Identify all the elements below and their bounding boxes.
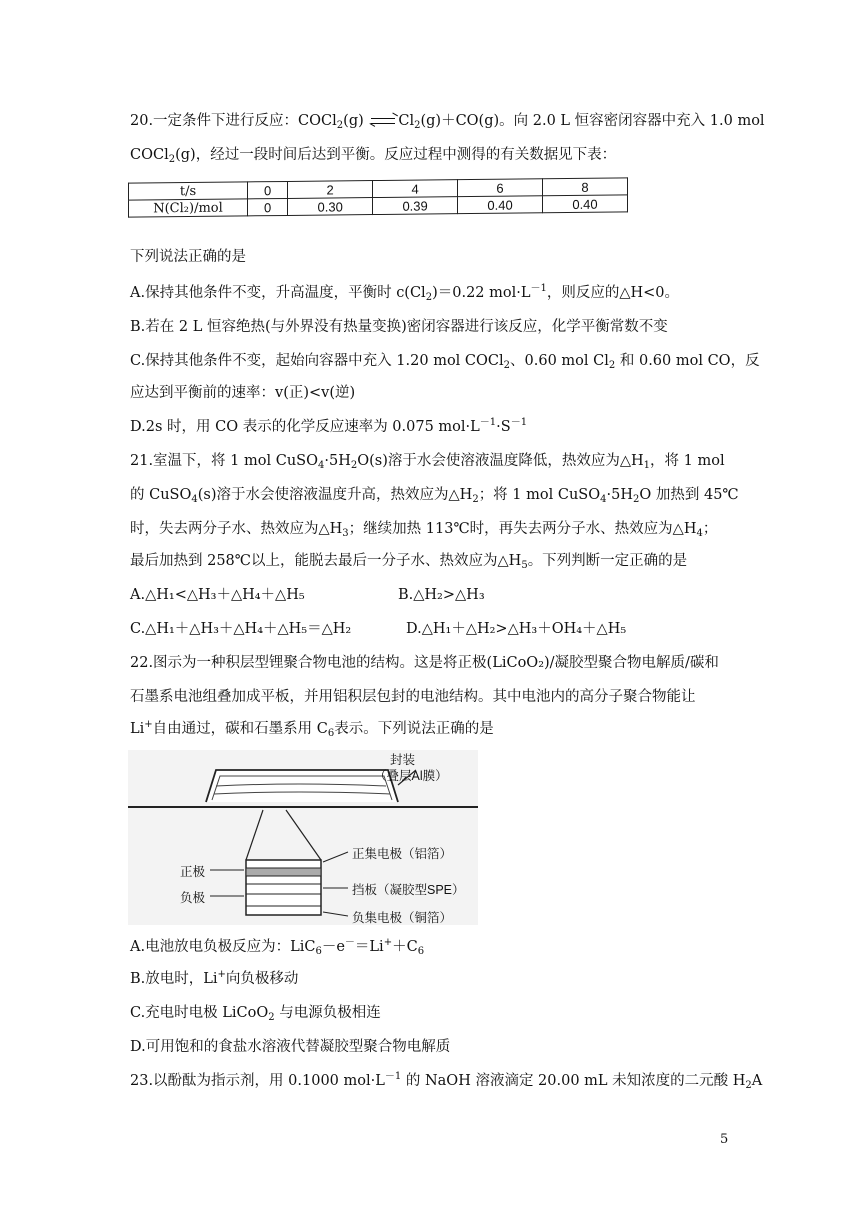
equilibrium-arrow-icon bbox=[370, 115, 396, 127]
label-positive-current-collector: 正集电极（铝箔） bbox=[352, 847, 453, 861]
q21-option-c: C.△H₁＋△H₃＋△H₄＋△H₅＝△H₂ bbox=[130, 621, 352, 637]
q20-option-c: C.保持其他条件不变，起始向容器中充入 1.20 mol COCl$_2$、0.60 mol $Cl_2$ 和 0.60 mol CO，反 bbox=[130, 353, 760, 371]
table-cell: 0 bbox=[248, 181, 288, 198]
q21-option-d: D.△H₁＋△H₂>△H₃＋OH₄＋△H₅ bbox=[406, 621, 627, 637]
table-cell: 6 bbox=[458, 179, 543, 197]
table-cell: 0.40 bbox=[458, 196, 543, 214]
table-cell: 0 bbox=[248, 198, 288, 215]
q20-option-d: D.2s 时，用 CO 表示的化学反应速率为 0.075 $mol\cdot L^{-1}\cdot S^{-1}$ bbox=[130, 417, 528, 435]
label-separator: 挡板（凝胶型SPE） bbox=[352, 883, 465, 897]
q22-option-d: D.可用饱和的食盐水溶液代替凝胶型聚合物电解质 bbox=[130, 1039, 451, 1055]
label-negative-current-collector: 负集电极（铜箔） bbox=[352, 911, 453, 925]
q21-line3: 时，失去两分子水、热效应为$\triangle H_3$；继续加热 113℃时，再失去两分子水、热效应为$\triangle H_4$； bbox=[130, 521, 718, 539]
q21-option-b: B.△H₂>△H₃ bbox=[398, 587, 485, 603]
q20-data-table bbox=[128, 177, 628, 232]
table-cell: 0.40 bbox=[543, 195, 628, 213]
q21-line4: 最后加热到 258℃以上，能脱去最后一分子水、热效应为$\triangle H_5$。下列判断一定正确的是 bbox=[130, 553, 688, 571]
table-cell: 0.39 bbox=[373, 197, 458, 215]
page-number: 5 bbox=[720, 1132, 729, 1147]
table-cell: 4 bbox=[373, 180, 458, 198]
q22-line1: 22.图示为一种积层型锂聚合物电池的结构。这是将正极(LiCoO₂)/凝胶型聚合物电解质/碳和 bbox=[130, 655, 719, 671]
table-cell: N(Cl₂)/mol bbox=[129, 199, 248, 217]
label-seal-al-film: （叠层Al膜） bbox=[374, 769, 448, 783]
q20-line1: 20.一定条件下进行反应：COCl$_2$(g) $Cl_2(g)+CO(g)$。向 2.0 L 恒容密闭容器中充入 1.0 mol bbox=[130, 113, 765, 131]
q21-line2: 的 CuSO$_4$(s)溶于水会使溶液温度升高，热效应为$\triangle H_2$；将 1 mol $CuSO_4\cdot 5H_2O$ 加热到 45℃ bbox=[130, 487, 739, 505]
q22-line2: 石墨系电池组叠加成平板，并用铝积层包封的电池结构。其中电池内的高分子聚合物能让 bbox=[130, 689, 696, 705]
table-cell: 0.30 bbox=[288, 198, 373, 216]
q21-option-a: A.△H₁<△H₃＋△H₄＋△H₅ bbox=[130, 587, 305, 603]
q20-option-b: B.若在 2 L 恒容绝热(与外界没有热量变换)密闭容器进行该反应，化学平衡常数不变 bbox=[130, 319, 668, 335]
q20-prompt: 下列说法正确的是 bbox=[130, 249, 246, 265]
table-cell: 8 bbox=[543, 178, 628, 196]
table-cell: 2 bbox=[288, 181, 373, 199]
label-positive-electrode: 正极 bbox=[180, 865, 206, 879]
q22-option-c: C.充电时电极 LiCoO$_2$ 与电源负极相连 bbox=[130, 1005, 381, 1023]
q21-line1: 21.室温下，将 1 mol $CuSO_4\cdot 5H_2O(s)$溶于水会使溶液温度降低，热效应为$\triangle H_1$，将 1 mol bbox=[130, 453, 725, 471]
q22-line3: Li+自由通过，碳和石墨系用 $C_6$表示。下列说法正确的是 bbox=[130, 719, 494, 739]
battery-structure-figure bbox=[128, 750, 478, 925]
q20-line2: COCl$_2$(g)，经过一段时间后达到平衡。反应过程中测得的有关数据见下表： bbox=[130, 147, 617, 165]
q20-option-a: A.保持其他条件不变，升高温度，平衡时 $c(Cl_2)=0.22$ $mol\cdot L^{-1}$，则反应的△H<0。 bbox=[130, 283, 680, 303]
q22-option-b: B.放电时，Li+向负极移动 bbox=[130, 969, 299, 987]
q20-option-c-cont: 应达到平衡前的速率：v(正)<v(逆) bbox=[130, 385, 356, 401]
table-cell: t/s bbox=[129, 182, 248, 200]
label-seal: 封装 bbox=[390, 753, 416, 767]
q23-line1: 23.以酚酞为指示剂，用 0.1000 $mol\cdot L^{-1}$ 的 NaOH 溶液滴定 20.00 mL 未知浓度的二元酸 $H_2A$ bbox=[130, 1071, 763, 1091]
q22-option-a: A.电池放电负极反应为：$LiC_6-e^-=Li^++C_6$ bbox=[130, 937, 425, 957]
label-negative-electrode: 负极 bbox=[180, 891, 206, 905]
